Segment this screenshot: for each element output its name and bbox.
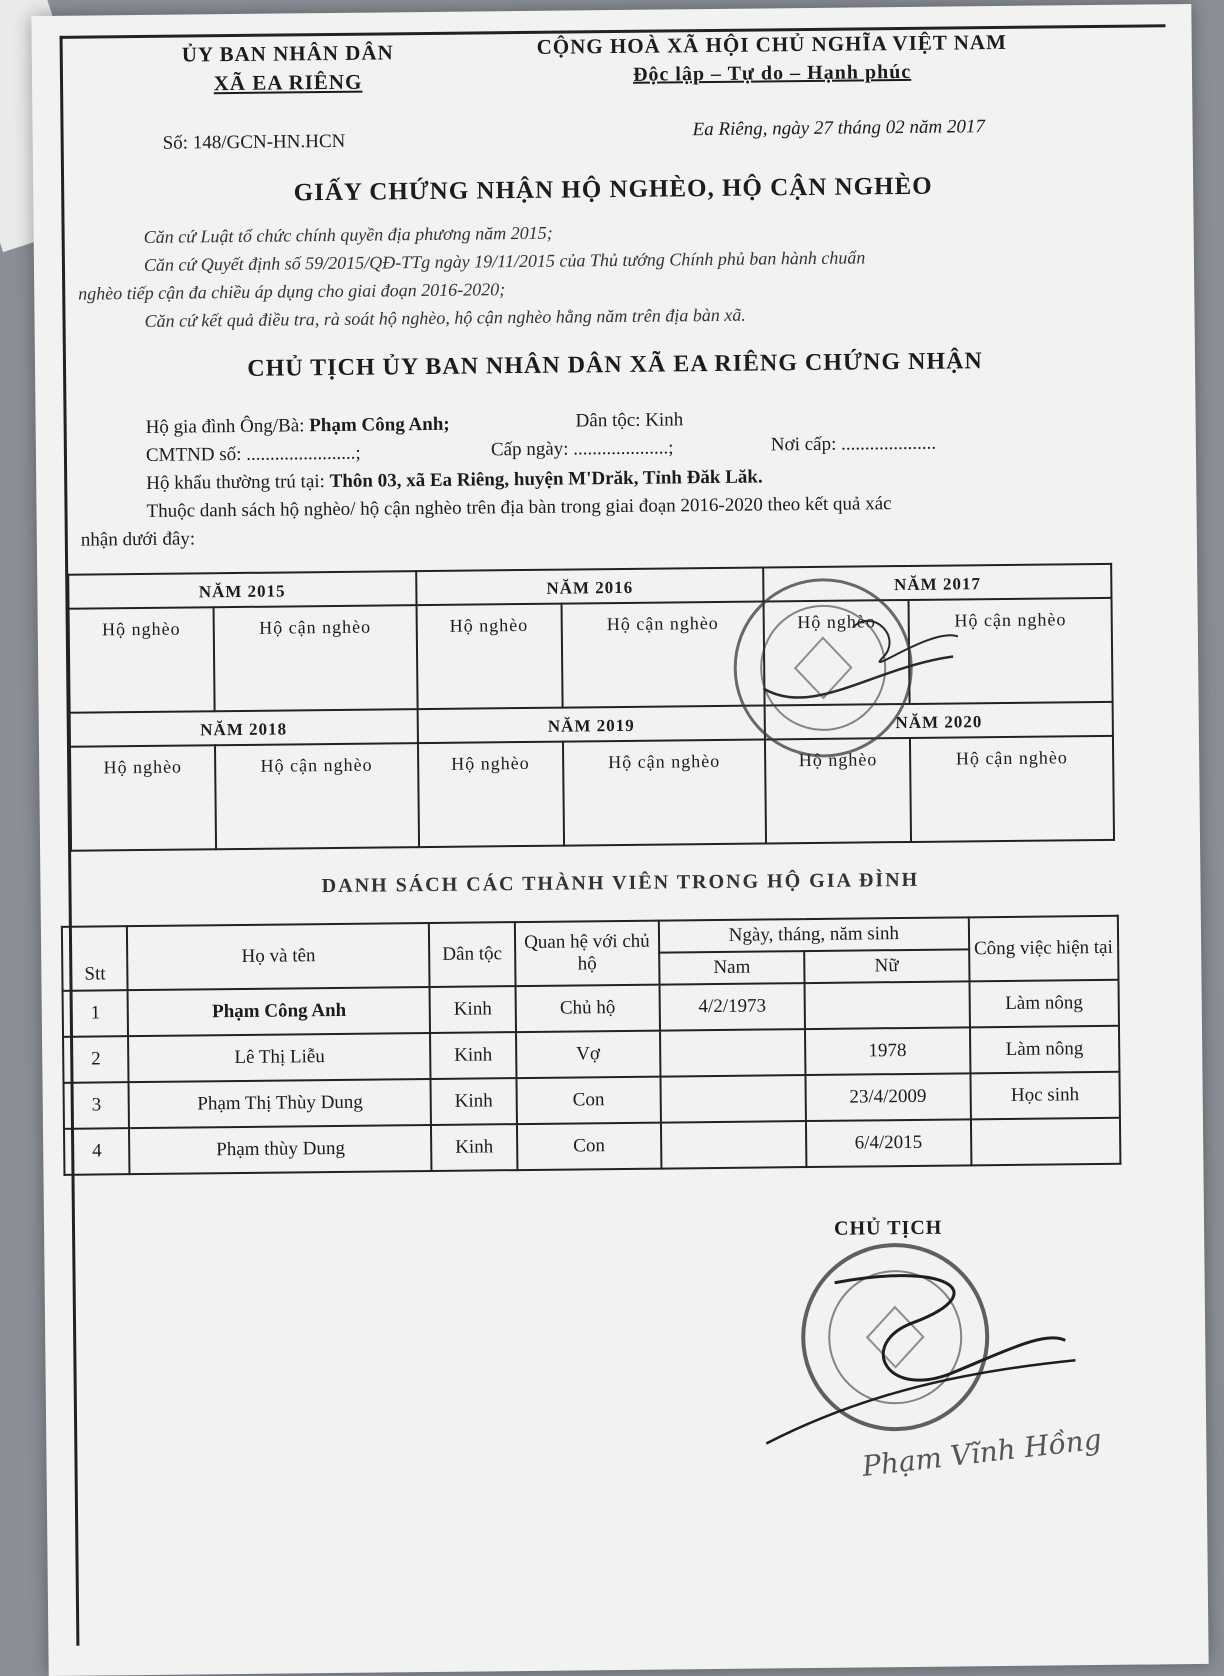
household-head-value: Phạm Công Anh; (309, 413, 450, 437)
cat-near-poor-2019: Hộ cận nghèo (563, 739, 767, 845)
col-stt: Stt (62, 926, 128, 991)
cell-male (661, 1075, 806, 1123)
members-table (61, 915, 1122, 1176)
id-number-label: CMTND số: .......................; (145, 442, 361, 466)
issuing-authority (182, 38, 395, 98)
members-title: DANH SÁCH CÁC THÀNH VIÊN TRONG HỘ GIA ĐÌNH (321, 868, 920, 898)
official-stamp-top (702, 566, 964, 769)
cell-relation: Con (516, 1077, 661, 1125)
household-head (146, 414, 450, 439)
official-stamp-bottom (744, 1220, 1076, 1453)
signature-stroke-top (763, 657, 953, 698)
year-2016: NĂM 2016 (416, 567, 764, 605)
year-2019: NĂM 2019 (417, 705, 765, 743)
basis-line-1: Căn cứ Luật tổ chức chính quyền địa phương năm 2015; (143, 222, 553, 247)
cell-stt: 2 (63, 1036, 129, 1083)
cell-male (661, 1121, 806, 1169)
cell-ethnicity: Kinh (430, 1032, 516, 1079)
stamp-inner-ring (761, 605, 886, 730)
cat-poor-2019: Hộ nghèo (418, 742, 564, 848)
household-head-label: Hộ gia đình Ông/Bà: (145, 415, 305, 438)
nation-line-1: CỘNG HOÀ XÃ HỘI CHỦ NGHĨA VIỆT NAM (536, 29, 1007, 59)
col-female: Nữ (804, 949, 969, 983)
ethnicity-label: Dân tộc: Kinh (575, 409, 684, 432)
signatory-name: Phạm Vĩnh Hồng (860, 1422, 1104, 1483)
list-statement-line-1: Thuộc danh sách hộ nghèo/ hộ cận nghèo trên địa bàn trong giai đoạn 2016-2020 theo kết quả xác (146, 493, 892, 522)
year-2015: NĂM 2015 (68, 571, 416, 609)
residence-label: Hộ khẩu thường trú tại: (146, 471, 325, 494)
cat-near-poor-2017: Hộ cận nghèo (909, 598, 1113, 704)
chairman-title: CHỦ TỊCH (833, 1216, 943, 1240)
cat-near-poor-2020: Hộ cận nghèo (910, 736, 1114, 842)
cell-name: Lê Thị Liễu (128, 1033, 430, 1082)
national-motto (537, 28, 1008, 91)
document-number: Số: 148/GCN-HN.HCN (162, 130, 346, 154)
nation-line-2: Độc lập – Tự do – Hạnh phúc (632, 60, 912, 86)
authority-line-2: XÃ EA RIÊNG (213, 69, 363, 96)
cell-stt: 1 (63, 990, 129, 1037)
col-dob: Ngày, tháng, năm sinh (659, 917, 969, 952)
year-2018: NĂM 2018 (70, 709, 418, 747)
certify-title: CHỦ TỊCH ỦY BAN NHÂN DÂN XÃ EA RIÊNG CHỨNG NHẬN (247, 348, 983, 382)
cell-ethnicity: Kinh (431, 1078, 517, 1125)
cell-female (804, 981, 969, 1029)
issue-date-label: Cấp ngày: ....................; (490, 437, 674, 461)
cat-near-poor-2018: Hộ cận nghèo (215, 743, 419, 849)
cell-relation: Vợ (516, 1031, 661, 1079)
cell-name: Phạm thùy Dung (129, 1125, 431, 1174)
stamp-inner-ring (829, 1270, 962, 1403)
cell-female: 23/4/2009 (805, 1073, 970, 1121)
cat-poor-2016: Hộ nghèo (416, 604, 562, 710)
cell-name: Phạm Công Anh (128, 987, 430, 1036)
cell-job (971, 1118, 1121, 1166)
list-statement-line-2: nhận dưới đây: (80, 528, 196, 551)
col-job: Công việc hiện tại (968, 916, 1118, 982)
cat-poor-2017: Hộ nghèo (764, 600, 910, 706)
cell-job: Làm nông (969, 980, 1119, 1028)
cell-stt: 4 (64, 1128, 130, 1175)
cat-poor-2020: Hộ nghèo (765, 738, 911, 844)
cell-stt: 3 (64, 1082, 130, 1129)
table-row (64, 1118, 1120, 1175)
basis-line-3: nghèo tiếp cận đa chiều áp dụng cho giai đoạn 2016-2020; (78, 279, 506, 304)
cell-male (660, 1029, 805, 1077)
cat-near-poor-2016: Hộ cận nghèo (561, 601, 765, 707)
residence-value: Thôn 03, xã Ea Riêng, huyện M'Drăk, Tỉnh Đăk Lăk. (329, 466, 763, 493)
col-name: Họ và tên (127, 923, 430, 990)
stamp-emblem (867, 1307, 924, 1368)
year-2020: NĂM 2020 (765, 702, 1113, 740)
cat-poor-2015: Hộ nghèo (69, 607, 215, 713)
col-relation: Quan hệ với chủ hộ (515, 921, 660, 987)
cat-poor-2018: Hộ nghèo (70, 745, 216, 851)
certificate-paper (31, 4, 1208, 1676)
cat-near-poor-2015: Hộ cận nghèo (214, 605, 418, 711)
document-title: GIẤY CHỨNG NHẬN HỘ NGHÈO, HỘ CẬN NGHÈO (293, 172, 933, 207)
cell-ethnicity: Kinh (430, 986, 516, 1033)
cell-relation: Chủ hộ (515, 985, 660, 1033)
cell-female: 6/4/2015 (806, 1119, 971, 1167)
col-male: Nam (659, 951, 804, 985)
place-and-date: Ea Riêng, ngày 27 tháng 02 năm 2017 (692, 116, 986, 141)
basis-line-2: Căn cứ Quyết định số 59/2015/QĐ-TTg ngày 19/11/2015 của Thủ tướng Chính phủ ban hành chuẩn (143, 247, 866, 275)
basis-line-4: Căn cứ kết quả điều tra, rà soát hộ nghèo, hộ cận nghèo hằng năm trên địa bàn xã. (144, 304, 746, 331)
cell-female: 1978 (805, 1027, 970, 1075)
col-ethnicity: Dân tộc (429, 922, 515, 987)
authority-line-1: ỦY BAN NHÂN DÂN (181, 40, 394, 67)
cell-name: Phạm Thị Thùy Dung (129, 1079, 431, 1128)
year-2017: NĂM 2017 (763, 564, 1111, 602)
cell-job: Làm nông (970, 1026, 1120, 1074)
cell-relation: Con (517, 1123, 662, 1171)
cell-job: Học sinh (970, 1072, 1120, 1120)
issue-place-label: Nơi cấp: .................... (770, 432, 937, 456)
cell-male: 4/2/1973 (660, 983, 805, 1031)
cell-ethnicity: Kinh (431, 1124, 517, 1171)
